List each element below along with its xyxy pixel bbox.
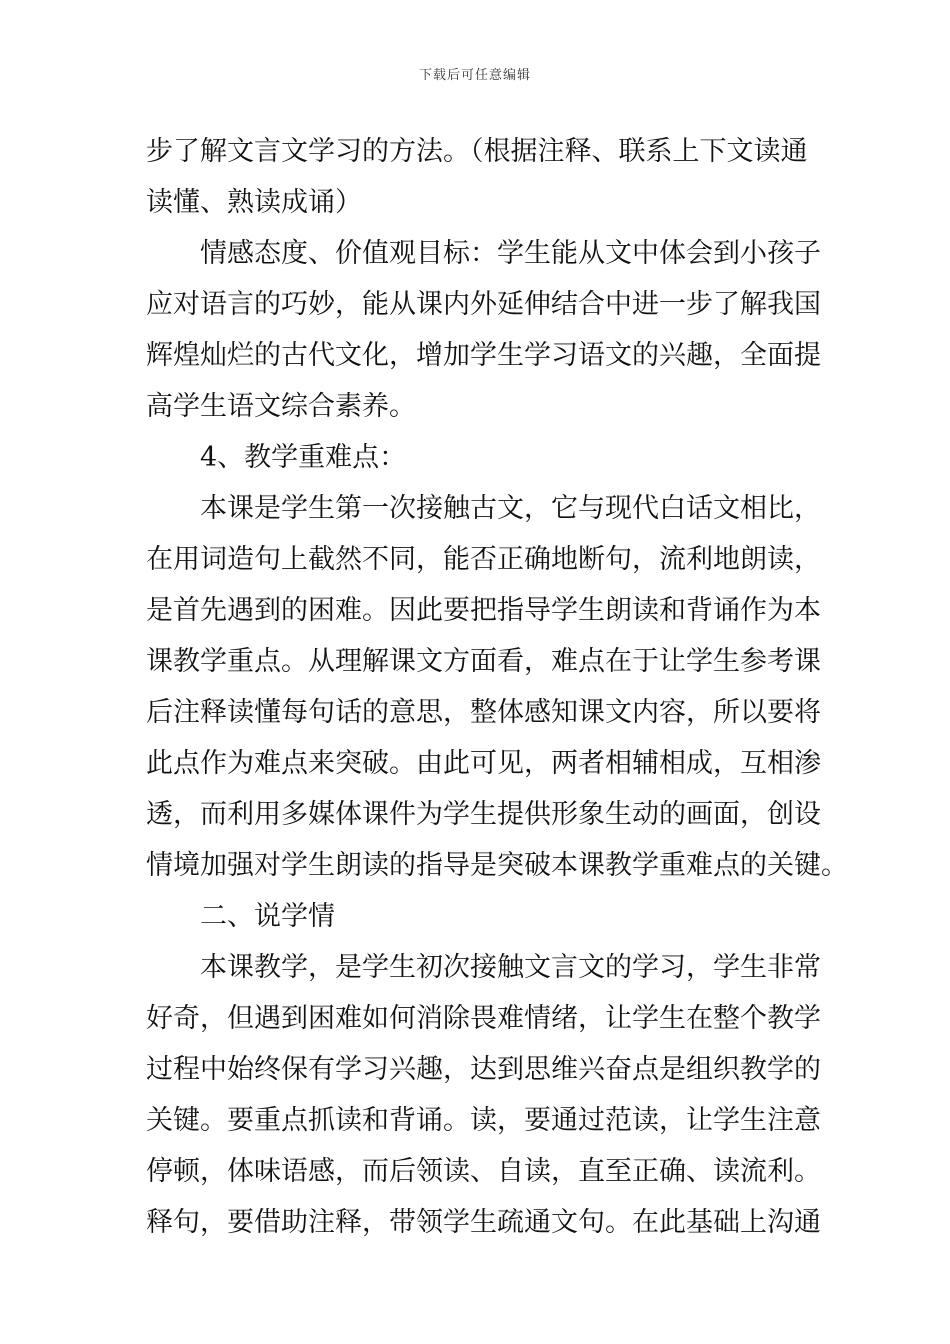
text-line: 过程中始终保有学习兴趣，达到思维兴奋点是组织教学的 [146, 1054, 821, 1085]
text-line: 后注释读懂每句话的意思，整体感知课文内容，所以要将 [146, 697, 821, 728]
document-body [146, 126, 848, 1248]
text-line: 情感态度、价值观目标：学生能从文中体会到小孩子 [200, 238, 821, 269]
text-line: 在用词造句上截然不同，能否正确地断句，流利地朗读， [146, 544, 821, 575]
text-line: 本课是学生第一次接触古文，它与现代白话文相比， [200, 493, 821, 524]
text-line: 停顿，体味语感，而后领读、自读，直至正确、读流利。 [146, 1156, 821, 1187]
page-header-note: 下载后可任意编辑 [418, 68, 531, 83]
text-line: 高学生语文综合素养。 [146, 391, 416, 422]
text-line: 本课教学，是学生初次接触文言文的学习，学生非常 [200, 952, 821, 983]
text-line: 应对语言的巧妙，能从课内外延伸结合中进一步了解我国 [146, 289, 821, 320]
text-line: 透，而利用多媒体课件为学生提供形象生动的画面，创设 [146, 799, 821, 830]
text-line: 课教学重点。从理解课文方面看，难点在于让学生参考课 [146, 646, 821, 677]
text-line: 情境加强对学生朗读的指导是突破本课教学重难点的关键。 [146, 850, 848, 881]
section-heading: 二、说学情 [200, 901, 335, 932]
text-line: 此点作为难点来突破。由此可见，两者相辅相成，互相渗 [146, 748, 821, 779]
text-line: 释句，要借助注释，带领学生疏通文句。在此基础上沟通 [146, 1207, 821, 1238]
text-line: 读懂、熟读成诵） [146, 187, 362, 218]
text-line: 步了解文言文学习的方法。（根据注释、联系上下文读通 [146, 136, 808, 167]
section-heading: 4、教学重难点： [200, 442, 407, 473]
text-line: 辉煌灿烂的古代文化，增加学生学习语文的兴趣，全面提 [146, 340, 821, 371]
text-line: 是首先遇到的困难。因此要把指导学生朗读和背诵作为本 [146, 595, 821, 626]
text-line: 好奇，但遇到困难如何消除畏难情绪，让学生在整个教学 [146, 1003, 821, 1034]
text-line: 关键。要重点抓读和背诵。读，要通过范读，让学生注意 [146, 1105, 821, 1136]
